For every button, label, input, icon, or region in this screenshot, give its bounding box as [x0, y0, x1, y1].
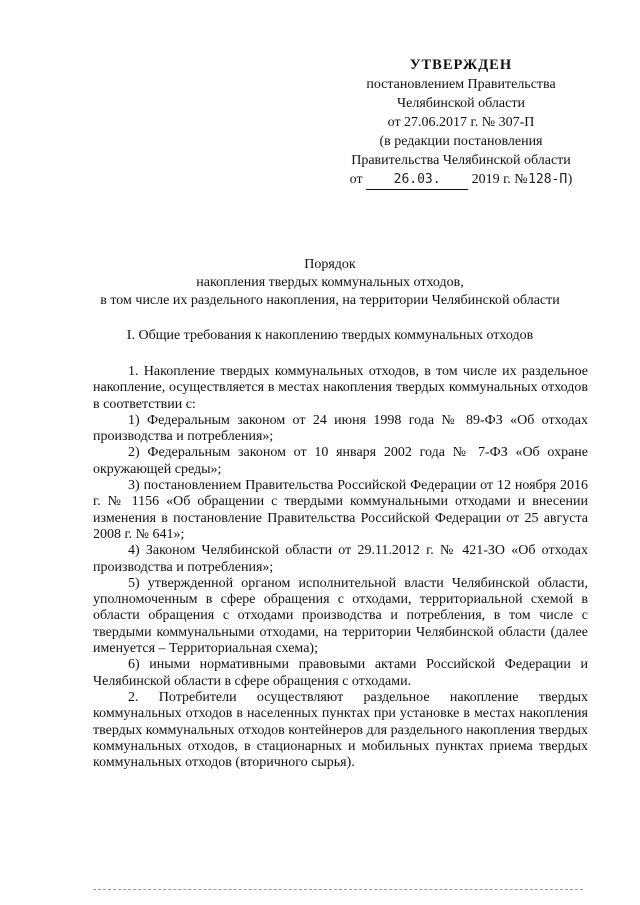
approval-stamp-block [330, 56, 592, 190]
document-subtitle-line: в том числе их раздельного накопления, на территории Челябинской области [100, 293, 560, 308]
document-title-block [40, 256, 620, 310]
footer-divider [93, 889, 583, 890]
paragraph: 1. Накопление твердых коммунальных отходов, в том числе их раздельное накопление, осуществляется в местах накопления твердых коммунальных отходов в соответствии с: [93, 364, 588, 412]
document-title: Порядок [304, 257, 356, 272]
approval-date-line [330, 170, 592, 190]
handwritten-number: 128-П [528, 172, 568, 187]
approval-title: УТВЕРЖДЕН [409, 57, 513, 73]
handwritten-date: 26.03. [366, 170, 468, 190]
document-body [93, 364, 588, 771]
approval-line: постановлением Правительства [366, 77, 556, 92]
paragraph: 5) утвержденной органом исполнительной власти Челябинской области, уполномоченным в сфере обращения с отходами, территориальной схемой в области обращения с отходами производства и потребления, в том числе с твердыми коммунальными отходами, на территории Челябинской области (далее именуется – Территориальная схема); [93, 575, 588, 657]
paragraph: 1) Федеральным законом от 24 июня 1998 года № 89-ФЗ «Об отходах производства и потребления»; [93, 412, 588, 445]
approval-line: Челябинской области [397, 96, 525, 111]
year-text: 2019 г. № [471, 172, 528, 187]
approval-line: (в редакции постановления [379, 134, 543, 149]
approval-line: Правительства Челябинской области [351, 153, 571, 168]
paragraph: 4) Законом Челябинской области от 29.11.2012 г. № 421-ЗО «Об отходах производства и потребления»; [93, 543, 588, 575]
date-prefix: от [349, 172, 363, 187]
paragraph: 2. Потребители осуществляют раздельное накопление твердых коммунальных отходов в населенных пунктах при установке в местах накопления твердых коммунальных отходов контейнеров для раздельного накопления твердых коммунальных отходов, в стационарных и мобильных пунктах приема твердых коммунальных отходов (вторичного сырья). [93, 689, 588, 771]
approval-line: от 27.06.2017 г. № 307-П [387, 115, 535, 130]
paragraph: 3) постановлением Правительства Российской Федерации от 12 ноября 2016 г. № 1156 «Об обращении с твердыми коммунальными отходами и внесении изменения в постановление Правительства Российской Федерации от 25 августа 2008 г. № 641»; [93, 478, 588, 542]
section-title: I. Общие требования к накоплению твердых коммунальных отходов [126, 328, 534, 343]
paragraph: 6) иными нормативными правовыми актами Российской Федерации и Челябинской области в сфере обращения с отходами. [93, 657, 588, 689]
paragraph: 2) Федеральным законом от 10 января 2002 года № 7-ФЗ «Об охране окружающей среды»; [93, 445, 588, 477]
document-subtitle-line: накопления твердых коммунальных отходов, [196, 275, 464, 290]
closing-paren: ) [567, 172, 573, 187]
